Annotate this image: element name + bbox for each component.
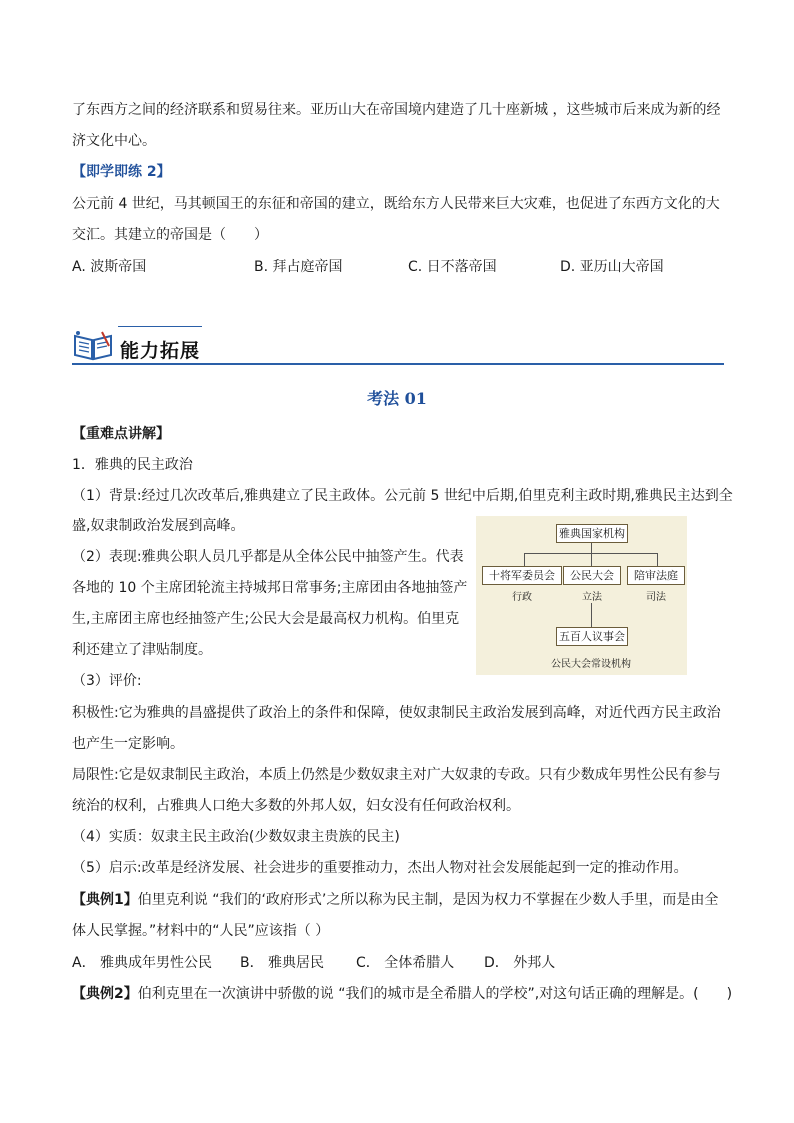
- paragraph-line: 也产生一定影响。: [72, 736, 184, 752]
- diagram-sub: 行政: [512, 592, 532, 603]
- item-title: 1．雅典的民主政治: [72, 457, 193, 473]
- option-b: B. 拜占庭帝国: [254, 259, 343, 275]
- institution-diagram: [476, 516, 687, 675]
- paragraph-line: （2）表现:雅典公职人员几乎都是从全体公民中抽签产生。代表: [72, 549, 464, 565]
- option-a: A. 波斯帝国: [72, 259, 147, 275]
- diagram-sub: 公民大会常设机构: [551, 659, 631, 670]
- question-line: 交汇。其建立的帝国是（ ）: [72, 227, 268, 243]
- answer-options: [72, 256, 722, 276]
- paragraph-line: 生,主席团主席也经抽签产生;公民大会是最高权力机构。伯里克: [72, 611, 460, 627]
- example-text: 伯里克利说 “我们的‘政府形式’之所以称为民主制，是因为权力不掌握在少数人手里，而是由全: [137, 892, 719, 908]
- paragraph-line: 统治的权利，占雅典人口绝大多数的外邦人奴，妇女没有任何政治权利。: [72, 798, 520, 814]
- section-banner: [72, 322, 724, 366]
- paragraph-line: 济文化中心。: [72, 133, 156, 149]
- answer-options: [72, 952, 722, 972]
- option-b: B． 雅典居民: [240, 955, 325, 971]
- option-d: D. 亚历山大帝国: [560, 259, 664, 275]
- paragraph-line: （3）评价:: [72, 673, 142, 689]
- paragraph-line: （1）背景:经过几次改革后,雅典建立了民主政体。公元前 5 世纪中后期,伯里克利主政时期,雅典民主达到全: [72, 488, 733, 504]
- book-icon: [72, 328, 114, 362]
- diagram-sub: 司法: [646, 592, 666, 603]
- paragraph-line: （5）启示:改革是经济发展、社会进步的重要推动力，杰出人物对社会发展能起到一定的推动作用。: [72, 860, 688, 876]
- paragraph-line: 了东西方之间的经济联系和贸易往来。亚历山大在帝国境内建造了几十座新城 ，这些城市后来成为新的经: [72, 102, 721, 118]
- paragraph-line: 利还建立了津贴制度。: [72, 642, 212, 658]
- practice-heading: 【即学即练 2】: [72, 164, 171, 180]
- paragraph-line: 积极性:它为雅典的昌盛提供了政治上的条件和保障，使奴隶制民主政治发展到高峰，对近代西方民主政治: [72, 705, 721, 721]
- example-tag: 【典例1】: [72, 892, 138, 908]
- diagram-box: 公民大会: [563, 566, 621, 585]
- example-text: 伯利克里在一次演讲中骄傲的说 “我们的城市是全希腊人的学校”,对这句话正确的理解是。( ): [137, 986, 733, 1002]
- question-line: 公元前 4 世纪，马其顿国王的东征和帝国的建立，既给东方人民带来巨大灾难，也促进了东西方文化的大: [72, 196, 720, 212]
- diagram-box: 陪审法庭: [627, 566, 685, 585]
- option-a: A． 雅典成年男性公民: [72, 955, 213, 971]
- decor-line: [118, 326, 202, 327]
- diagram-top-box: 雅典国家机构: [556, 524, 628, 543]
- diagram-sub: 立法: [582, 592, 602, 603]
- option-d: D． 外邦人: [484, 955, 556, 971]
- example-line: 体人民掌握。”材料中的“人民”应该指（ ）: [72, 923, 330, 939]
- paragraph-line: （4）实质：奴隶主民主政治(少数奴隶主贵族的民主): [72, 829, 400, 845]
- paragraph-line: 盛,奴隶制政治发展到高峰。: [72, 518, 245, 534]
- option-c: C. 日不落帝国: [408, 259, 497, 275]
- lecture-heading: 【重难点讲解】: [72, 426, 170, 442]
- example-tag: 【典例2】: [72, 986, 138, 1002]
- paragraph-line: 各地的 10 个主席团轮流主持城邦日常事务;主席团由各地抽签产: [72, 580, 468, 596]
- method-title: 考法 01: [367, 389, 427, 408]
- option-c: C． 全体希腊人: [356, 955, 455, 971]
- section-rule: [72, 363, 724, 365]
- diagram-bottom-box: 五百人议事会: [556, 627, 628, 646]
- paragraph-line: 局限性:它是奴隶制民主政治，本质上仍然是少数奴隶主对广大奴隶的专政。只有少数成年男性公民有参与: [72, 767, 721, 783]
- section-title: 能力拓展: [120, 340, 201, 362]
- diagram-box: 十将军委员会: [482, 566, 562, 585]
- example-line: [72, 890, 718, 910]
- example-line: [72, 984, 732, 1004]
